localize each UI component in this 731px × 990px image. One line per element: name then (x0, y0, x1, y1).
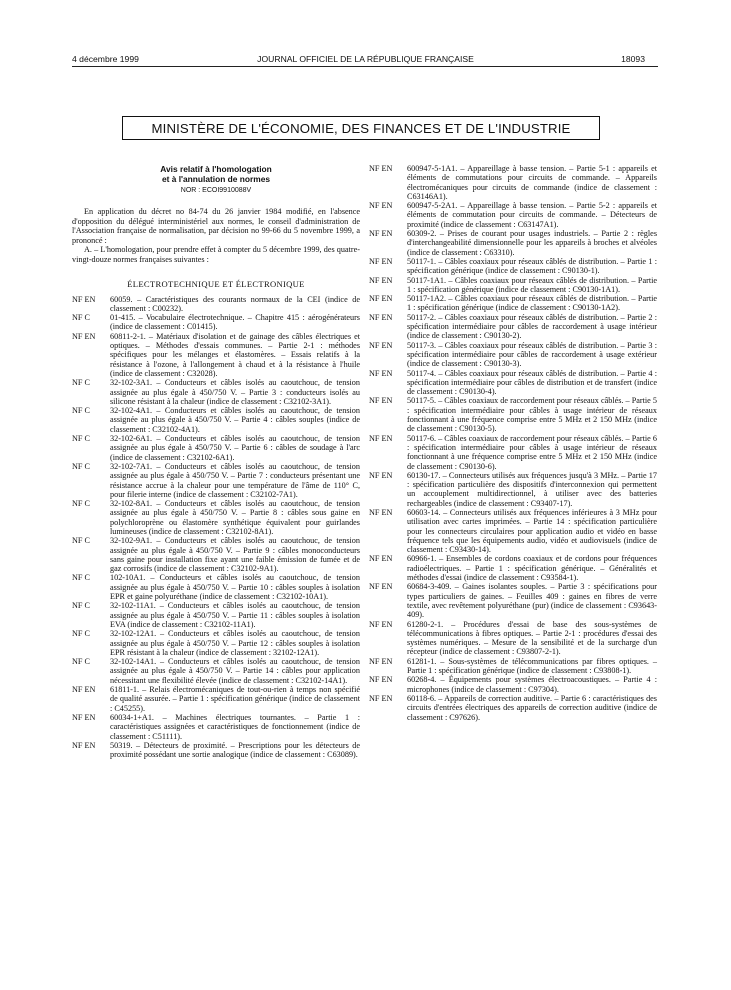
nor-reference: NOR : ECOI9910088V (180, 187, 252, 194)
norm-entry (369, 396, 657, 433)
norm-text: 102-10A1. – Conducteurs et câbles isolés au caoutchouc, de tension assignée au plus égale à 450/750 V. – Partie 10 : câbles souples à isolation EPR et gaine polyuréthane (indice de classement : C32102-10A1). (110, 573, 360, 602)
norm-prefix: NF C (72, 601, 90, 611)
norm-entry (72, 499, 360, 536)
norm-text: 50117-1A1. – Câbles coaxiaux pour réseaux câblés de distribution. – Partie 1 : spécification générique (indice de classement : C90130-1A1). (407, 275, 657, 294)
norm-entry (369, 694, 657, 722)
norm-entry (369, 257, 657, 276)
norm-text: 60059. – Caractéristiques des courants normaux de la CEI (indice de classement : C00232). (110, 294, 360, 313)
norm-entry (72, 573, 360, 601)
norm-prefix: NF EN (72, 712, 96, 722)
norm-prefix: NF C (72, 461, 90, 471)
norm-entry (369, 164, 657, 201)
norm-entry (369, 582, 657, 619)
norm-prefix: NF EN (369, 396, 393, 406)
left-column (72, 164, 360, 759)
norm-prefix: NF EN (369, 201, 393, 211)
right-norm-list (369, 164, 657, 722)
norm-entry (369, 294, 657, 313)
norm-text: 32-102-9A1. – Conducteurs et câbles isolés au caoutchouc, de tension assignée au plus égale à 450/750 V. – Partie 9 : câbles monoconducteurs sans gaine pour installation fixe ayant une faible émission de fumée et de gaz corrosifs (indice de classement : C32102-9A1). (110, 536, 360, 574)
intro-paragraph: En application du décret no 84-74 du 26 janvier 1984 modifié, en l'absence d'opposition du délégué interministériel aux normes, le conseil d'administration de l'Association française de normalisation, par décision no 99-66 du 5 novembre 1999, a prononcé : (72, 207, 360, 245)
norm-text: 50319. – Détecteurs de proximité. – Prescriptions pour les détecteurs de proximité possédant une sortie analogique (indice de classement : C63089). (110, 740, 360, 760)
right-column (369, 164, 657, 722)
ministry-banner (122, 116, 600, 140)
norm-entry (72, 685, 360, 713)
norm-prefix: NF EN (72, 685, 96, 695)
norm-entry (72, 295, 360, 314)
header-date: 4 décembre 1999 (72, 54, 139, 64)
norm-prefix: NF C (72, 313, 90, 323)
norm-prefix: NF EN (369, 470, 393, 480)
norm-entry (72, 741, 360, 760)
norm-text: 32-102-11A1. – Conducteurs et câbles isolés au caoutchouc, de tension assignée au plus égale à 450/750 V. – Partie 11 : câbles souples à isolation EVA (indice de classement : C32102-11A1). (110, 601, 360, 629)
norm-prefix: NF C (72, 378, 90, 388)
norm-text: 50117-4. – Câbles coaxiaux pour réseaux câblés de distribution. – Partie 4 : spécification intermédiaire pour câbles de distribution et de transfert (indice de classement : C90130-4). (407, 368, 657, 397)
left-norm-list (72, 295, 360, 760)
norm-prefix: NF EN (72, 331, 96, 341)
norm-text: 60309-2. – Prises de courant pour usages industriels. – Partie 2 : règles d'interchangeabilité dimensionnelle pour les appareils à broches et alvéoles (indice de classement : C63310). (407, 229, 657, 257)
norm-entry (369, 369, 657, 397)
norm-prefix: NF C (72, 573, 90, 583)
norm-text: 61281-1. – Sous-systèmes de télécommunications par fibres optiques. – Partie 1 : spécification générique (indice de classement : C93808-1). (407, 656, 657, 676)
norm-prefix: NF EN (369, 693, 393, 703)
norm-text: 32-102-14A1. – Conducteurs et câbles isolés au caoutchouc, de tension assignée au plus égale à 450/750 V. – Partie 14 : câbles pour application nécessitant une flexibilité élevée (indice de classement : C32102-14A1). (110, 657, 360, 685)
ministry-title: MINISTÈRE DE L'ÉCONOMIE, DES FINANCES ET DE L'INDUSTRIE (151, 120, 571, 136)
norm-text: 60603-14. – Connecteurs utilisés aux fréquences inférieures à 3 MHz pour utilisation avec cartes imprimées. – Partie 14 : spécification particulière pour les connecteurs circulaires pour application audio et vidéo en basse fréquence tels que les équipements audio, vidéo et audiovisuels (indice de classement : C93430-14). (407, 507, 657, 555)
norm-entry (72, 462, 360, 499)
norm-entry (72, 313, 360, 332)
norm-text: 50117-1. – Câbles coaxiaux pour réseaux câblés de distribution. – Partie 1 : spécification générique (indice de classement : C90130-1). (407, 256, 657, 276)
norm-prefix: NF EN (369, 275, 393, 285)
norm-text: 32-102-8A1. – Conducteurs et câbles isolés au caoutchouc, de tension assignée au plus égale à 450/750 V. – Partie 8 : câbles sous gaine en polychloroprène ou élastomère synthétique équivalent pour guirlandes lumineuses (indice de classement : C32102-8A1). (110, 499, 360, 536)
norm-prefix: NF EN (369, 582, 393, 592)
norm-entry (369, 434, 657, 471)
norm-text: 32-102-6A1. – Conducteurs et câbles isolés au caoutchouc, de tension assignée au plus égale à 450/750 V. – Partie 6 : câbles de soudage à l'arc (indice de classement : C32102-6A1). (110, 434, 360, 462)
norm-text: 60118-6. – Appareils de correction auditive. – Partie 6 : caractéristiques des circuits d'entrées électriques des appareils de correction auditive (indice de classement : C97626). (407, 693, 657, 722)
norm-entry (369, 471, 657, 508)
notice-title-line-1: Avis relatif à l'homologation (160, 164, 272, 174)
norm-prefix: NF EN (369, 368, 393, 378)
norm-prefix: NF EN (369, 340, 393, 350)
norm-text: 50117-3. – Câbles coaxiaux pour réseaux câblés de distribution. – Partie 3 : spécification intermédiaire pour câbles de raccordement à usage extérieur (indice de classement : C90130-3). (407, 340, 657, 369)
norm-prefix: NF C (72, 406, 90, 416)
header-journal-title: JOURNAL OFFICIEL DE LA RÉPUBLIQUE FRANÇAISE (257, 54, 474, 64)
norm-prefix: NF EN (369, 229, 393, 239)
norm-entry (72, 601, 360, 629)
norm-entry (369, 675, 657, 694)
norm-prefix: NF EN (369, 256, 393, 266)
norm-text: 60966-1. – Ensembles de cordons coaxiaux et de cordons pour fréquences radioélectriques. – Partie 1 : spécification générique. – Généralités et méthodes d'essai (indice de classement : C93584-1). (407, 554, 657, 583)
notice-title (72, 164, 360, 184)
norm-entry (72, 406, 360, 434)
norm-prefix: NF EN (72, 740, 96, 750)
norm-entry (369, 341, 657, 369)
norm-prefix: NF C (72, 536, 90, 546)
norm-entry (72, 536, 360, 573)
norm-entry (369, 508, 657, 554)
norm-entry (369, 554, 657, 582)
norm-prefix: NF C (72, 657, 90, 667)
norm-text: 60684-3-409. – Gaines isolantes souples. – Partie 3 : spécifications pour types particuliers de gaines. – Feuilles 409 : gaines en fibres de verre textile, avec revêtement polyuréthane (pur) (indice de classement : C93643-409). (407, 582, 657, 620)
norm-text: 32-102-4A1. – Conducteurs et câbles isolés au caoutchouc, de tension assignée au plus égale à 450/750 V. – Partie 4 : câbles souples (indice de classement : C32102-4A1). (110, 406, 360, 434)
norm-prefix: NF C (72, 434, 90, 444)
norm-entry (72, 434, 360, 462)
norm-text: 50117-2. – Câbles coaxiaux pour réseaux câblés de distribution. – Partie 2 : spécification intermédiaire pour câbles de raccordement à usage intérieur (indice de classement : C90130-2). (407, 312, 657, 341)
norm-entry (369, 201, 657, 229)
norm-prefix: NF EN (369, 433, 393, 443)
norm-prefix: NF EN (369, 554, 393, 564)
norm-prefix: NF EN (369, 656, 393, 666)
norm-text: 32-102-7A1. – Conducteurs et câbles isolés au caoutchouc, de tension assignée au plus égale à 450/750 V. – Partie 7 : conducteurs présentant une résistance accrue à la chaleur pour une température de l'âme de 110° C, pour filerie interne (indice de classement : C32102-7A1). (110, 461, 360, 499)
norm-text: 600947-5-1A1. – Appareillage à basse tension. – Partie 5-1 : appareils et éléments de commutations pour circuits de commande. – Appareils électromécaniques pour circuits de commande (indice de classement : C63146A1). (407, 164, 657, 201)
norm-text: 50117-1A2. – Câbles coaxiaux pour réseaux câblés de distribution. – Partie 1 : spécification générique (indice de classement : C90130-1A2). (407, 294, 657, 313)
norm-text: 60130-17. – Connecteurs utilisés aux fréquences jusqu'à 3 MHz. – Partie 17 : spécification particulière des dispositifs d'interconnexion qui permettent un accouplement multidirectionnel, à utiliser avec des batteries rechargeables (indice de classement : C93407-17). (407, 470, 657, 508)
norm-entry (369, 657, 657, 676)
norm-entry (369, 276, 657, 295)
norm-entry (369, 313, 657, 341)
norm-prefix: NF EN (369, 294, 393, 304)
norm-prefix: NF EN (369, 675, 393, 685)
norm-prefix: NF EN (369, 619, 393, 629)
norm-entry (72, 629, 360, 657)
section-a-paragraph: A. – L'homologation, pour prendre effet à compter du 5 décembre 1999, des quatre-vingt-douze normes françaises suivantes : (72, 245, 360, 264)
norm-text: 50117-5. – Câbles coaxiaux de raccordement pour réseaux câblés. – Partie 5 : spécification intermédiaire pour câbles à usage intérieur de réseaux fonctionnant à une fréquence comprise entre 5 MHz et 2 150 MHz (indice de classement : C90130-5). (407, 396, 657, 434)
norm-text: 60268-4. – Équipements pour systèmes électroacoustiques. – Partie 4 : microphones (indice de classement : C97304). (407, 675, 657, 694)
norm-text: 60811-2-1. – Matériaux d'isolation et de gainage des câbles électriques et optiques. – Méthodes d'essais communes. – Partie 2-1 : méthodes spécifiques pour les mélanges et élastomères. – Essais relatifs à la résistance à l'ozone, à l'allongement à chaud et à la résistance à l'huile (indice de classement : C32028). (110, 331, 360, 378)
header-rule (72, 66, 658, 67)
norm-entry (72, 378, 360, 406)
norm-prefix: NF C (72, 499, 90, 509)
norm-text: 32-102-3A1. – Conducteurs et câbles isolés au caoutchouc, de tension assignée au plus égale à 450/750 V. – Partie 3 : conducteurs isolés au silicone résistant à la chaleur (indice de classement : C32102-3A1). (110, 378, 360, 406)
notice-title-line-2: et à l'annulation de normes (161, 174, 271, 184)
norm-prefix: NF EN (72, 294, 96, 304)
section-title: ÉLECTROTECHNIQUE ET ÉLECTRONIQUE (127, 278, 305, 289)
norm-prefix: NF C (72, 629, 90, 639)
norm-text: 60034-1+A1. – Machines électriques tournantes. – Partie 1 : caractéristiques assignées et caractéristiques de fonctionnement (indice de classement : C51111). (110, 712, 360, 741)
header-page-number: 18093 (621, 54, 645, 64)
norm-prefix: NF EN (369, 164, 393, 173)
norm-entry (369, 229, 657, 257)
norm-prefix: NF EN (369, 312, 393, 322)
norm-entry (369, 620, 657, 657)
norm-entry (72, 657, 360, 685)
norm-text: 61280-2-1. – Procédures d'essai de base des sous-systèmes de télécommunications à fibres optiques. – Partie 2-1 : procédures d'essai des systèmes numériques. – Mesure de la sensibilité et de la surcharge d'un récepteur (indice de classement : C93807-2-1). (407, 619, 657, 657)
norm-entry (72, 713, 360, 741)
norm-text: 600947-5-2A1. – Appareillage à basse tension. – Partie 5-2 : appareils et éléments de commutation pour circuits de commande. – Détecteurs de proximité (indice de classement : C63147A1). (407, 201, 657, 229)
norm-text: 61811-1. – Relais électromécaniques de tout-ou-rien à temps non spécifié de qualité assurée. – Partie 1 : spécification générique (indice de classement : C45255). (110, 685, 360, 713)
norm-entry (72, 332, 360, 378)
norm-text: 01-415. – Vocabulaire électrotechnique. – Chapitre 415 : aérogénérateurs (indice de classement : C01415). (110, 313, 360, 332)
norm-text: 32-102-12A1. – Conducteurs et câbles isolés au caoutchouc, de tension assignée au plus égale à 450/750 V. – Partie 12 : câbles souples à isolation EPR résistant à la chaleur (indice de classement : 32102-12A1). (110, 629, 360, 657)
norm-text: 50117-6. – Câbles coaxiaux de raccordement pour réseaux câblés. – Partie 6 : spécification intermédiaire pour câbles à usage intérieur de réseaux fonctionnant à une fréquence comprise entre 5 MHz et 2 150 MHz (indice de classement : C90130-6). (407, 433, 657, 471)
norm-prefix: NF EN (369, 507, 393, 517)
